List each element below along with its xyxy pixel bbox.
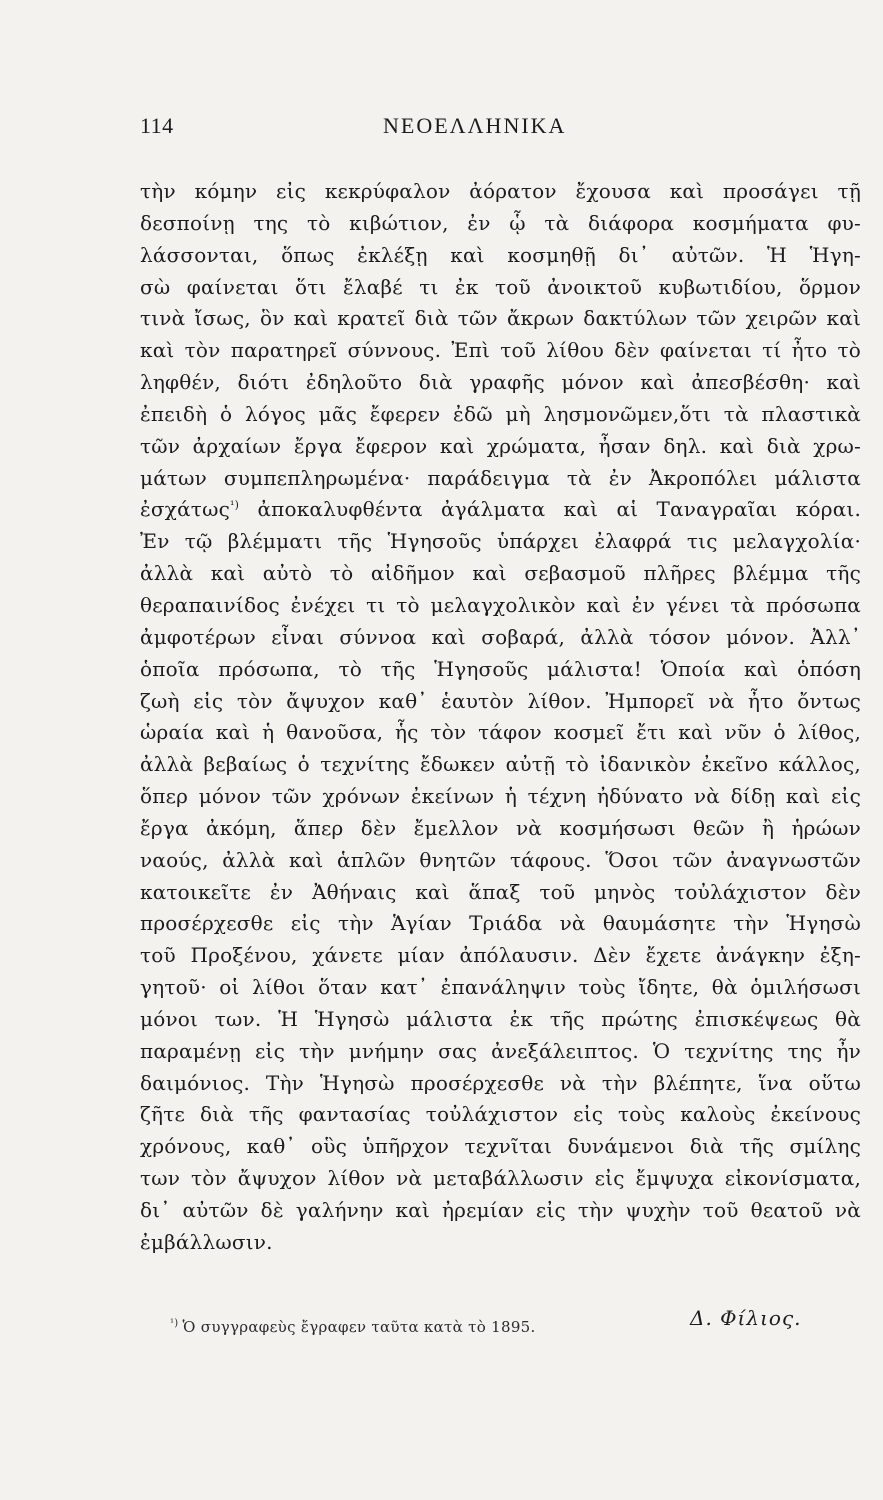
text-fragment: ἐσχάτως — [140, 497, 230, 522]
text-line: ζῆτε διὰ τῆς φαντασίας τοὐλάχιστον εἰς τοὺς καλοὺς ἐκείνους — [140, 1102, 861, 1127]
footnote-reference[interactable]: ¹) — [229, 498, 240, 512]
text-line: ὁποῖα πρόσωπα, τὸ τῆς Ἡγησοῦς μάλιστα! Ὁποία καὶ ὁπόση — [140, 656, 861, 681]
running-title: ΝΕΟΕΛΛΗΝΙΚΑ — [383, 113, 567, 138]
text-line: μόνοι των. Ἡ Ἡγησὼ μάλιστα ἐκ τῆς πρώτης ἐπισκέψεως θὰ — [140, 1006, 861, 1031]
text-line: τῶν ἀρχαίων ἔργα ἔφερον καὶ χρώματα, ἦσαν δηλ. καὶ διὰ χρω- — [140, 433, 861, 458]
text-line: ναούς, ἀλλὰ καὶ ἁπλῶν θνητῶν τάφους. Ὅσοι τῶν ἀναγνωστῶν — [140, 847, 861, 872]
text-line: ἔργα ἀκόμη, ἅπερ δὲν ἔμελλον νὰ κοσμήσωσι θεῶν ἢ ἡρώων — [140, 815, 861, 840]
body-text — [140, 176, 861, 1259]
text-line: τινὰ ἴσως, ὃν καὶ κρατεῖ διὰ τῶν ἄκρων δακτύλων τῶν χειρῶν καὶ — [140, 306, 861, 331]
text-line: θεραπαινίδος ἐνέχει τι τὸ μελαγχολικὸν καὶ ἐν γένει τὰ πρόσωπα — [140, 592, 861, 617]
text-line: ἀλλὰ καὶ αὐτὸ τὸ αἰδῆμον καὶ σεβασμοῦ πλῆρες βλέμμα τῆς — [140, 561, 861, 586]
page-header — [140, 113, 860, 147]
text-line: ζωὴ εἰς τὸν ἄψυχον καθ᾽ ἑαυτὸν λίθον. Ἠμπορεῖ νὰ ἦτο ὄντως — [140, 688, 861, 713]
text-line: γητοῦ· οἱ λίθοι ὅταν κατ᾽ ἐπανάληψιν τοὺς ἴδητε, θὰ ὁμιλήσωσι — [140, 975, 861, 1000]
text-line: ὅπερ μόνον τῶν χρόνων ἐκείνων ἡ τέχνη ἠδύνατο νὰ δίδῃ καὶ εἰς — [140, 784, 861, 809]
text-line: προσέρχεσθε εἰς τὴν Ἁγίαν Τριάδα νὰ θαυμάσητε τὴν Ἡγησὼ — [140, 911, 861, 936]
text-line: μάτων συμπεπληρωμένα· παράδειγμα τὰ ἐν Ἀκροπόλει μάλιστα — [140, 465, 861, 490]
text-line: καὶ τὸν παρατηρεῖ σύννους. Ἐπὶ τοῦ λίθου δὲν φαίνεται τί ἦτο τὸ — [140, 338, 861, 363]
text-line: δι᾽ αὐτῶν δὲ γαλήνην καὶ ἠρεμίαν εἰς τὴν ψυχὴν τοῦ θεατοῦ νὰ — [140, 1198, 861, 1222]
text-line: δεσποίνῃ της τὸ κιβώτιον, ἐν ᾧ τὰ διάφορα κοσμήματα φυ- — [140, 210, 861, 235]
footnote-mark: ¹) — [170, 1318, 179, 1329]
text-line: σὼ φαίνεται ὅτι ἔλαβέ τι ἐκ τοῦ ἀνοικτοῦ κυβωτιδίου, ὅρμον — [140, 274, 861, 299]
text-line: λάσσονται, ὅπως ἐκλέξῃ καὶ κοσμηθῇ δι᾽ αὐτῶν. Ἡ Ἡγη- — [140, 242, 861, 267]
text-line: των τὸν ἄψυχον λίθον νὰ μεταβάλλωσιν εἰς ἔμψυχα εἰκονίσματα, — [140, 1166, 861, 1191]
text-line-with-footnote-ref — [140, 494, 861, 526]
text-fragment: ἀποκαλυφθέντα ἀγάλματα καὶ αἱ Ταναγραῖαι κόραι. — [257, 497, 862, 522]
text-line: ἀμφοτέρων εἶναι σύννοα καὶ σοβαρά, ἀλλὰ τόσον μόνον. Ἀλλ᾽ — [140, 624, 861, 649]
footnote-text: Ὁ συγγραφεὺς ἔγραφεν ταῦτα κατὰ τὸ 1895. — [182, 1318, 536, 1336]
text-line: δαιμόνιος. Τὴν Ἡγησὼ προσέρχεσθε νὰ τὴν βλέπητε, ἵνα οὕτω — [140, 1070, 861, 1095]
text-line: παραμένῃ εἰς τὴν μνήμην σας ἀνεξάλειπτος. Ὁ τεχνίτης της ἦν — [140, 1038, 861, 1063]
footnote — [170, 1318, 536, 1336]
text-line: ἐμβάλλωσιν. — [140, 1229, 273, 1254]
text-line: τοῦ Προξένου, χάνετε μίαν ἀπόλαυσιν. Δὲν ἔχετε ἀνάγκην ἐξη- — [140, 943, 861, 968]
text-line: χρόνους, καθ᾽ οὓς ὑπῆρχον τεχνῖται δυνάμενοι διὰ τῆς σμίλης — [140, 1134, 861, 1159]
text-line: ὡραία καὶ ἡ θανοῦσα, ἧς τὸν τάφον κοσμεῖ ἔτι καὶ νῦν ὁ λίθος, — [140, 720, 861, 745]
author-signature: Δ. Φίλιος. — [690, 1306, 802, 1330]
text-line: ἐπειδὴ ὁ λόγος μᾶς ἔφερεν ἐδῶ μὴ λησμονῶμεν,ὅτι τὰ πλαστικὰ — [140, 401, 861, 426]
text-line: τὴν κόμην εἰς κεκρύφαλον ἀόρατον ἔχουσα καὶ προσάγει τῇ — [140, 179, 861, 203]
text-line: κατοικεῖτε ἐν Ἀθήναις καὶ ἅπαξ τοῦ μηνὸς τοὐλάχιστον δὲν — [140, 879, 861, 904]
text-line: ἀλλὰ βεβαίως ὁ τεχνίτης ἔδωκεν αὐτῇ τὸ ἰδανικὸν ἐκεῖνο κάλλος, — [140, 752, 861, 777]
text-line: ληφθέν, διότι ἐδηλοῦτο διὰ γραφῆς μόνον καὶ ἀπεσβέσθη· καὶ — [140, 370, 861, 395]
text-line: Ἐν τῷ βλέμματι τῆς Ἡγησοῦς ὑπάρχει ἐλαφρά τις μελαγχολία· — [140, 529, 861, 554]
page-number: 114 — [140, 113, 174, 138]
